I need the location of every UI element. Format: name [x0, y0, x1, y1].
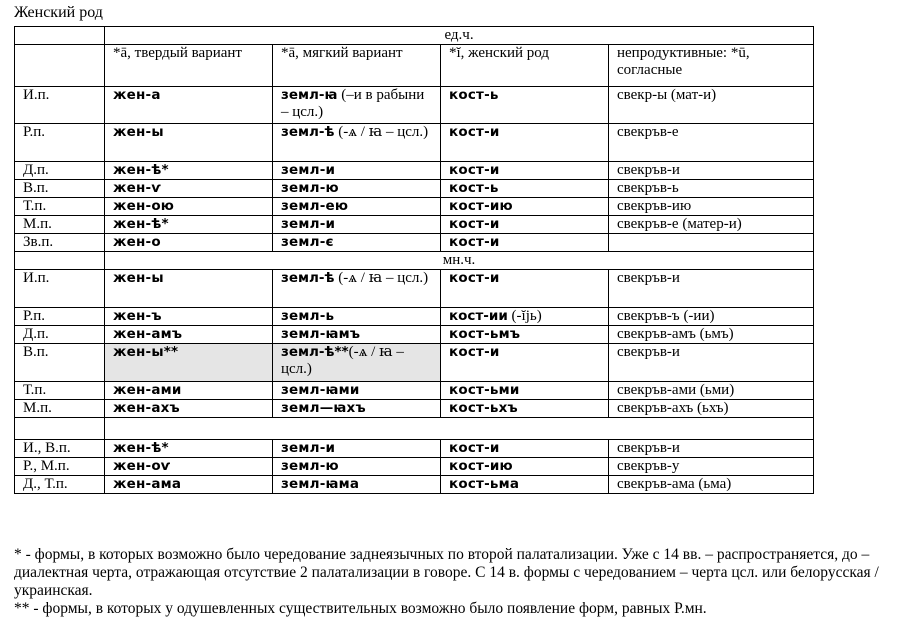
- form-note: (–и в рабыни – цсл.): [281, 87, 425, 120]
- form-cell: жен-оѵ: [105, 458, 273, 476]
- table-row: [15, 198, 814, 216]
- form-text: земл-ѣ: [281, 124, 335, 140]
- form-cell: жен-а: [105, 87, 273, 124]
- case-label: Зв.п.: [15, 234, 105, 252]
- form-cell: земл-ю: [273, 180, 441, 198]
- form-text: земл-ѣ: [281, 270, 335, 286]
- form-cell: земл-ь: [273, 308, 441, 326]
- form-cell: свекръв-и: [609, 440, 814, 458]
- form-cell: [609, 234, 814, 252]
- form-cell: [273, 87, 441, 124]
- singular-header: ед.ч.: [105, 27, 814, 45]
- form-cell: [273, 270, 441, 308]
- form-cell: свекр-ы (мат-и): [609, 87, 814, 124]
- form-cell: кост-ию: [441, 458, 609, 476]
- table-row: [15, 476, 814, 494]
- table-row: [15, 344, 814, 382]
- column-header: *ā, твердый вариант: [105, 45, 273, 87]
- form-cell: жен-ахъ: [105, 400, 273, 418]
- form-cell: земл-ꙗмъ: [273, 326, 441, 344]
- form-cell: [273, 344, 441, 382]
- table-row: [15, 440, 814, 458]
- case-label: Т.п.: [15, 198, 105, 216]
- plural-header: мн.ч.: [105, 252, 814, 270]
- form-cell: земл-ю: [273, 458, 441, 476]
- case-label: Д.п.: [15, 162, 105, 180]
- form-cell: свекръв-ъ (-ии): [609, 308, 814, 326]
- form-cell: жен-ѵ: [105, 180, 273, 198]
- case-label: В.п.: [15, 344, 105, 382]
- form-note: (-ĭjь): [507, 308, 542, 324]
- column-header: *ā, мягкий вариант: [273, 45, 441, 87]
- form-cell: свекръв-амъ (ьмъ): [609, 326, 814, 344]
- form-cell: жен-ѣ*: [105, 162, 273, 180]
- form-cell: свекръв-ь: [609, 180, 814, 198]
- form-cell: свекръв-е: [609, 124, 814, 162]
- form-cell: кост-и: [441, 124, 609, 162]
- form-cell: свекръв-е (матер-и): [609, 216, 814, 234]
- case-label: Д., Т.п.: [15, 476, 105, 494]
- form-cell: [441, 308, 609, 326]
- declension-table: [14, 26, 814, 494]
- table-row: [15, 270, 814, 308]
- form-cell: земл-ею: [273, 198, 441, 216]
- form-cell: кост-ь: [441, 180, 609, 198]
- form-cell: земл-ꙗма: [273, 476, 441, 494]
- column-header: *ĭ, женский род: [441, 45, 609, 87]
- form-note: (-ѧ / ꙗ – цсл.): [281, 344, 404, 377]
- form-cell: свекръв-ахъ (ьхъ): [609, 400, 814, 418]
- case-label: И.п.: [15, 87, 105, 124]
- form-cell: жен-ѣ*: [105, 216, 273, 234]
- case-label: Р., М.п.: [15, 458, 105, 476]
- table-row: [15, 308, 814, 326]
- form-cell: кост-и: [441, 162, 609, 180]
- form-cell: свекръв-ама (ьма): [609, 476, 814, 494]
- plural-corner-cell: [15, 252, 105, 270]
- form-cell: жен-ою: [105, 198, 273, 216]
- form-cell: кост-ьми: [441, 382, 609, 400]
- table-row: [15, 124, 814, 162]
- form-cell: кост-ию: [441, 198, 609, 216]
- form-cell: жен-ы: [105, 124, 273, 162]
- table-row: [15, 234, 814, 252]
- case-label: Р.п.: [15, 124, 105, 162]
- form-cell: свекръв-и: [609, 270, 814, 308]
- table-row: [15, 162, 814, 180]
- case-label: Д.п.: [15, 326, 105, 344]
- table-row: [15, 216, 814, 234]
- dual-header: [105, 418, 814, 440]
- form-cell: кост-и: [441, 344, 609, 382]
- form-cell: кост-и: [441, 234, 609, 252]
- header-empty-cell: [15, 45, 105, 87]
- form-cell: земл-ꙗми: [273, 382, 441, 400]
- form-cell: жен-ъ: [105, 308, 273, 326]
- form-text: земл-ꙗ: [281, 87, 338, 103]
- form-cell: жен-ы: [105, 270, 273, 308]
- footnote-single-asterisk: * - формы, в которых возможно было чередование заднеязычных по второй палатализации. Уже с 14 вв. – распространяется, до – диалектная черта, отражающая отсутствие 2 палатализации в говоре. С 14 в. формы с чередованием – черта цсл. или белорусская / украинская.: [14, 546, 879, 599]
- form-cell: жен-амъ: [105, 326, 273, 344]
- form-cell: земл—ꙗхъ: [273, 400, 441, 418]
- case-label: В.п.: [15, 180, 105, 198]
- form-cell: кост-ьма: [441, 476, 609, 494]
- form-cell: кост-ьмъ: [441, 326, 609, 344]
- case-label: И., В.п.: [15, 440, 105, 458]
- form-cell: жен-о: [105, 234, 273, 252]
- form-cell: земл-и: [273, 440, 441, 458]
- form-cell: свекръв-у: [609, 458, 814, 476]
- form-note: (-ѧ / ꙗ – цсл.): [334, 124, 429, 140]
- footnote-double-asterisk: ** - формы, в которых у одушевленных существительных возможно было появление форм, равных Р.мн.: [14, 600, 707, 617]
- form-text: земл-ѣ**: [281, 344, 349, 360]
- form-cell: кост-ь: [441, 87, 609, 124]
- footnotes: [14, 546, 909, 618]
- form-cell: свекръв-и: [609, 344, 814, 382]
- form-cell: жен-ама: [105, 476, 273, 494]
- table-row: [15, 180, 814, 198]
- form-cell: жен-ы**: [105, 344, 273, 382]
- page-title: Женский род: [14, 4, 103, 21]
- form-cell: свекръв-ию: [609, 198, 814, 216]
- table-row: [15, 458, 814, 476]
- header-corner-cell: [15, 27, 105, 45]
- form-cell: свекръв-и: [609, 162, 814, 180]
- table-row: [15, 87, 814, 124]
- table-row: [15, 326, 814, 344]
- form-cell: земл-и: [273, 162, 441, 180]
- table-row: [15, 400, 814, 418]
- form-cell: земл-є: [273, 234, 441, 252]
- form-text: кост-ии: [449, 308, 508, 324]
- form-cell: кост-и: [441, 440, 609, 458]
- case-label: М.п.: [15, 400, 105, 418]
- case-label: Р.п.: [15, 308, 105, 326]
- case-label: М.п.: [15, 216, 105, 234]
- form-cell: [273, 124, 441, 162]
- form-cell: кост-и: [441, 270, 609, 308]
- form-cell: земл-и: [273, 216, 441, 234]
- form-cell: свекръв-ами (ьми): [609, 382, 814, 400]
- column-header: непродуктивные: *ū, согласные: [609, 45, 814, 87]
- dual-corner-cell: [15, 418, 105, 440]
- table-row: [15, 382, 814, 400]
- form-cell: кост-ьхъ: [441, 400, 609, 418]
- form-note: (-ѧ / ꙗ – цсл.): [334, 270, 429, 286]
- form-cell: жен-ами: [105, 382, 273, 400]
- case-label: Т.п.: [15, 382, 105, 400]
- case-label: И.п.: [15, 270, 105, 308]
- form-cell: кост-и: [441, 216, 609, 234]
- form-cell: жен-ѣ*: [105, 440, 273, 458]
